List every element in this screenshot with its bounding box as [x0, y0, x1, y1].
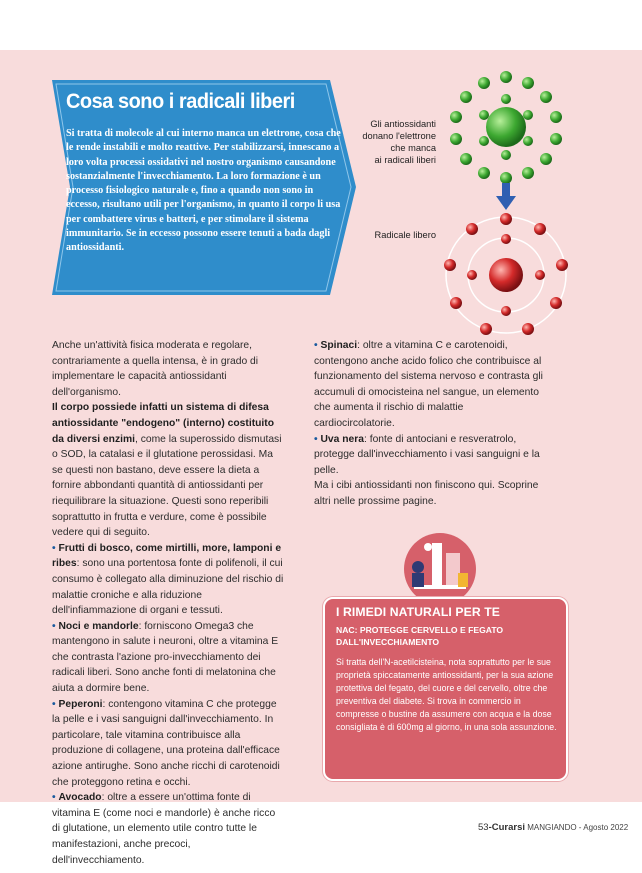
page-number: 53: [478, 822, 489, 833]
list-item: • Peperoni: contengono vitamina C che protegge la pelle e i vasi sanguigni dall'invecchiamento. In particolare, tale vitamina contribuisce alla produzione di collagene, una proteina dall'efficace azione antirughe. Sono anche ricchi di carotenoidi che proteggono retina e occhi.: [52, 698, 280, 788]
remedy-title: I RIMEDI NATURALI PER TE: [336, 605, 500, 619]
antioxidant-atom: [450, 71, 562, 184]
page-footer: [478, 822, 628, 833]
remedy-text: Si tratta dell'N-acetilcisteina, nota soprattutto per le sue proprietà spiccatamente antiossidanti, per la sua azione protettiva del fegato, del cuore e del cervello, oltre che preventiva del diabete. Si trova in commercio in compresse o bustine da assumere con acqua e la dose consigliata è di 600mg al giorno, in una sola assunzione.: [336, 657, 557, 732]
list-item: • Uva nera: fonte di antociani e resveratrolo, protegge dall'invecchiamento i vasi sanguigni e la pelle.: [314, 433, 540, 476]
list-item: • Spinaci: oltre a vitamina C e carotenoidi, contengono anche acido folico che contribuisce al funzionamento del sistema nervoso e contrasta gli accumuli di omocisteina nel sangue, un elemento che aumenta il rischio di malattie cardiocircolatorie.: [314, 340, 543, 429]
list-item: • Frutti di bosco, come mirtilli, more, lamponi e ribes: sono una portentosa fonte di polifenoli, il cui consumo è collegato alla diminuzione del rischio di malattie croniche e alla riduzione dell'infiammazione di organi e tessuti.: [52, 542, 284, 617]
list-item: • Avocado: oltre a essere un'ottima fonte di vitamina E (come noci e mandorle) è anche ricco di glutatione, un elemento utile contro tutte le manifestazioni, anche precoci, dell'invecchiamento.: [52, 792, 276, 866]
magazine-brand: -Curarsi: [488, 822, 526, 833]
intro-paragraph: Anche un'attività fisica moderata e regolare, contrariamente a quella intensa, è in grado di implementare le capacità antiossidanti dell'organismo.: [52, 340, 259, 398]
diagram-label-antioxidants: Gli antiossidanti donano l'elettrone che manca ai radicali liberi: [362, 119, 436, 165]
diagram-label-free-radical: Radicale libero: [374, 230, 436, 240]
free-radical-atom: [444, 213, 568, 335]
defense-paragraph: Il corpo possiede infatti un sistema di difesa antiossidante "endogeno" (interno) costituito da diversi enzimi, come la superossido dismutasi o SOD, la catalasi e il glutatione perossidasi. Ma se questi non bastano, deve essere la dieta a fornire abbondanti quantità di antiossidanti per riequilibrare la situazione. Questi sono reperibili soprattutto in frutta e verdure, come è possibile vedere qui di seguito.: [52, 402, 282, 539]
footer-section: MANGIANDO - Agosto 2022: [527, 823, 629, 832]
closing-paragraph: Ma i cibi antiossidanti non finiscono qui. Scoprine altri nelle prossime pagine.: [314, 480, 539, 507]
list-item: • Noci e mandorle: forniscono Omega3 che mantengono in salute i neuroni, oltre a vitamina E che contrasta l'azione pro-invecchiamento dei radicali liberi. Sono anche fonti di melatonina che aiuta a dormire bene.: [52, 620, 279, 695]
infobox-title: Cosa sono i radicali liberi: [66, 90, 295, 113]
article-column-left: [52, 338, 284, 868]
radicals-infobox: [52, 80, 352, 295]
remedy-subtitle: NAC: PROTEGGE CERVELLO E FEGATO DALL'INVECCHIAMENTO: [336, 625, 504, 648]
infobox-body: Si tratta di molecole al cui interno manca un elettrone, cosa che le rende instabili e molto reattive. Per stabilizzarsi, innescano a loro volta processi ossidativi nel nostro organismo causandone sostanzialmente l'invecchiamento. La loro formazione è un processo fisiologico naturale e, fino a quando non sono in eccesso, risultano utili per l'organismo, in quanto il corpo li usa per combattere virus e batteri, e per stimolare il sistema immunitario. Se in eccesso possono essere tenuti a bada dagli antiossidanti.: [66, 128, 341, 254]
atom-diagram: [428, 55, 598, 345]
pharmacy-illustration: [392, 527, 488, 603]
article-column-right: [314, 338, 546, 510]
remedy-box: [323, 597, 568, 781]
down-arrow-icon: [496, 183, 516, 210]
